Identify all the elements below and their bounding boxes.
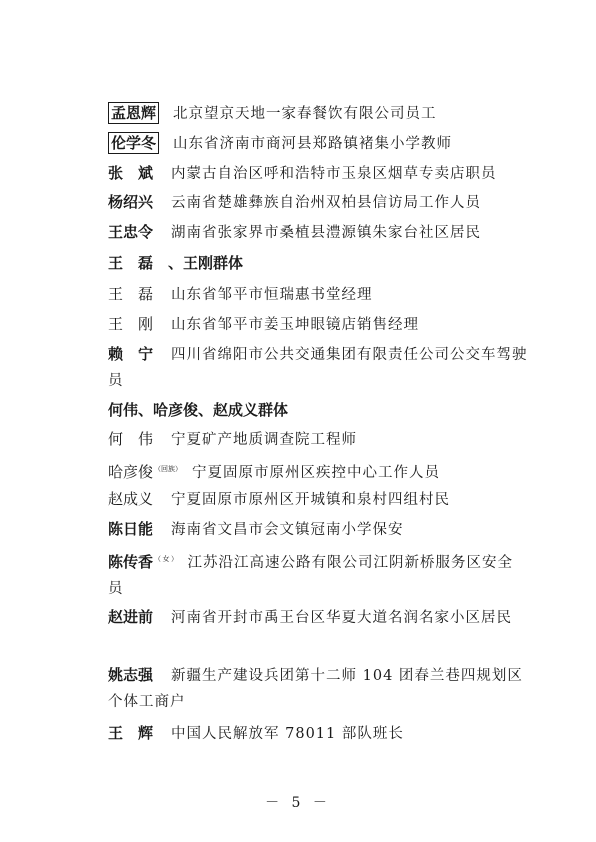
person-name: 张 斌 <box>108 164 154 182</box>
person-description: 山东省邹平市恒瑞惠书堂经理 <box>171 287 373 303</box>
person-description: 江苏沿江高速公路有限公司江阴新桥服务区安全员 <box>108 554 514 597</box>
person-name: 赵成义 <box>108 490 154 508</box>
person-name: 王 辉 <box>108 724 154 742</box>
entry-2 <box>108 160 528 187</box>
entry-4 <box>108 219 528 246</box>
entry-15 <box>108 604 528 631</box>
entry-16 <box>108 662 528 715</box>
person-description: 四川省绵阳市公共交通集团有限责任公司公交车驾驶员 <box>108 347 528 389</box>
person-name: 陈日能 <box>108 520 154 538</box>
entry-1 <box>108 131 528 157</box>
person-name: 王忠令 <box>108 223 154 241</box>
person-description: 北京望京天地一家春餐饮有限公司员工 <box>173 106 437 122</box>
person-description: 宁夏固原市原州区开城镇和泉村四组村民 <box>171 492 451 508</box>
entry-11 <box>108 456 528 486</box>
page-number: － 5 － <box>265 795 331 811</box>
entry-14 <box>108 546 528 602</box>
person-name: 孟恩辉 <box>108 102 159 124</box>
entry-3 <box>108 189 528 216</box>
person-description: 河南省开封市禹王台区华夏大道名润名家小区居民 <box>171 610 513 626</box>
person-description: 新疆生产建设兵团第十二师 104 团春兰巷四规划区个体工商户 <box>108 668 523 710</box>
entry-12 <box>108 486 528 513</box>
group-heading: 何伟、哈彦俊、赵成义群体 <box>108 401 289 419</box>
person-description: 内蒙古自治区呼和浩特市玉泉区烟草专卖店职员 <box>171 166 497 182</box>
entry-10 <box>108 426 528 453</box>
entry-17 <box>108 720 528 747</box>
person-name: 赖 宁 <box>108 345 154 363</box>
person-name: 姚志强 <box>108 666 154 684</box>
person-name: 陈传香 <box>108 552 154 571</box>
person-description: 山东省邹平市姜玉坤眼镜店销售经理 <box>171 317 420 333</box>
group-heading: 王 磊 、王刚群体 <box>108 254 244 272</box>
entry-0 <box>108 101 528 127</box>
person-name: 杨绍兴 <box>108 193 154 211</box>
person-name: 赵进前 <box>108 608 154 626</box>
person-name: 哈彦俊 <box>108 462 154 481</box>
person-name: 王 磊 <box>108 285 154 303</box>
person-description: 山东省济南市商河县郑路镇褚集小学教师 <box>173 136 453 152</box>
entry-13 <box>108 516 528 543</box>
person-description: 海南省文昌市会文镇冠南小学保安 <box>171 522 404 538</box>
person-description: 云南省楚雄彝族自治州双柏县信访局工作人员 <box>171 195 482 211</box>
person-description: 宁夏矿产地质调查院工程师 <box>171 432 358 448</box>
entry-6 <box>108 281 528 308</box>
person-description: 湖南省张家界市桑植县澧源镇朱家台社区居民 <box>171 225 482 241</box>
person-name: 王 刚 <box>108 315 154 333</box>
person-name: 伦学冬 <box>108 132 159 154</box>
entry-8 <box>108 341 528 394</box>
person-name: 何 伟 <box>108 430 154 448</box>
person-description: 中国人民解放军 78011 部队班长 <box>171 726 404 742</box>
entry-7 <box>108 311 528 338</box>
gender-note: （女） <box>154 555 180 563</box>
person-description: 宁夏固原市原州区疾控中心工作人员 <box>192 464 441 481</box>
ethnicity-note: （回族） <box>154 465 183 473</box>
